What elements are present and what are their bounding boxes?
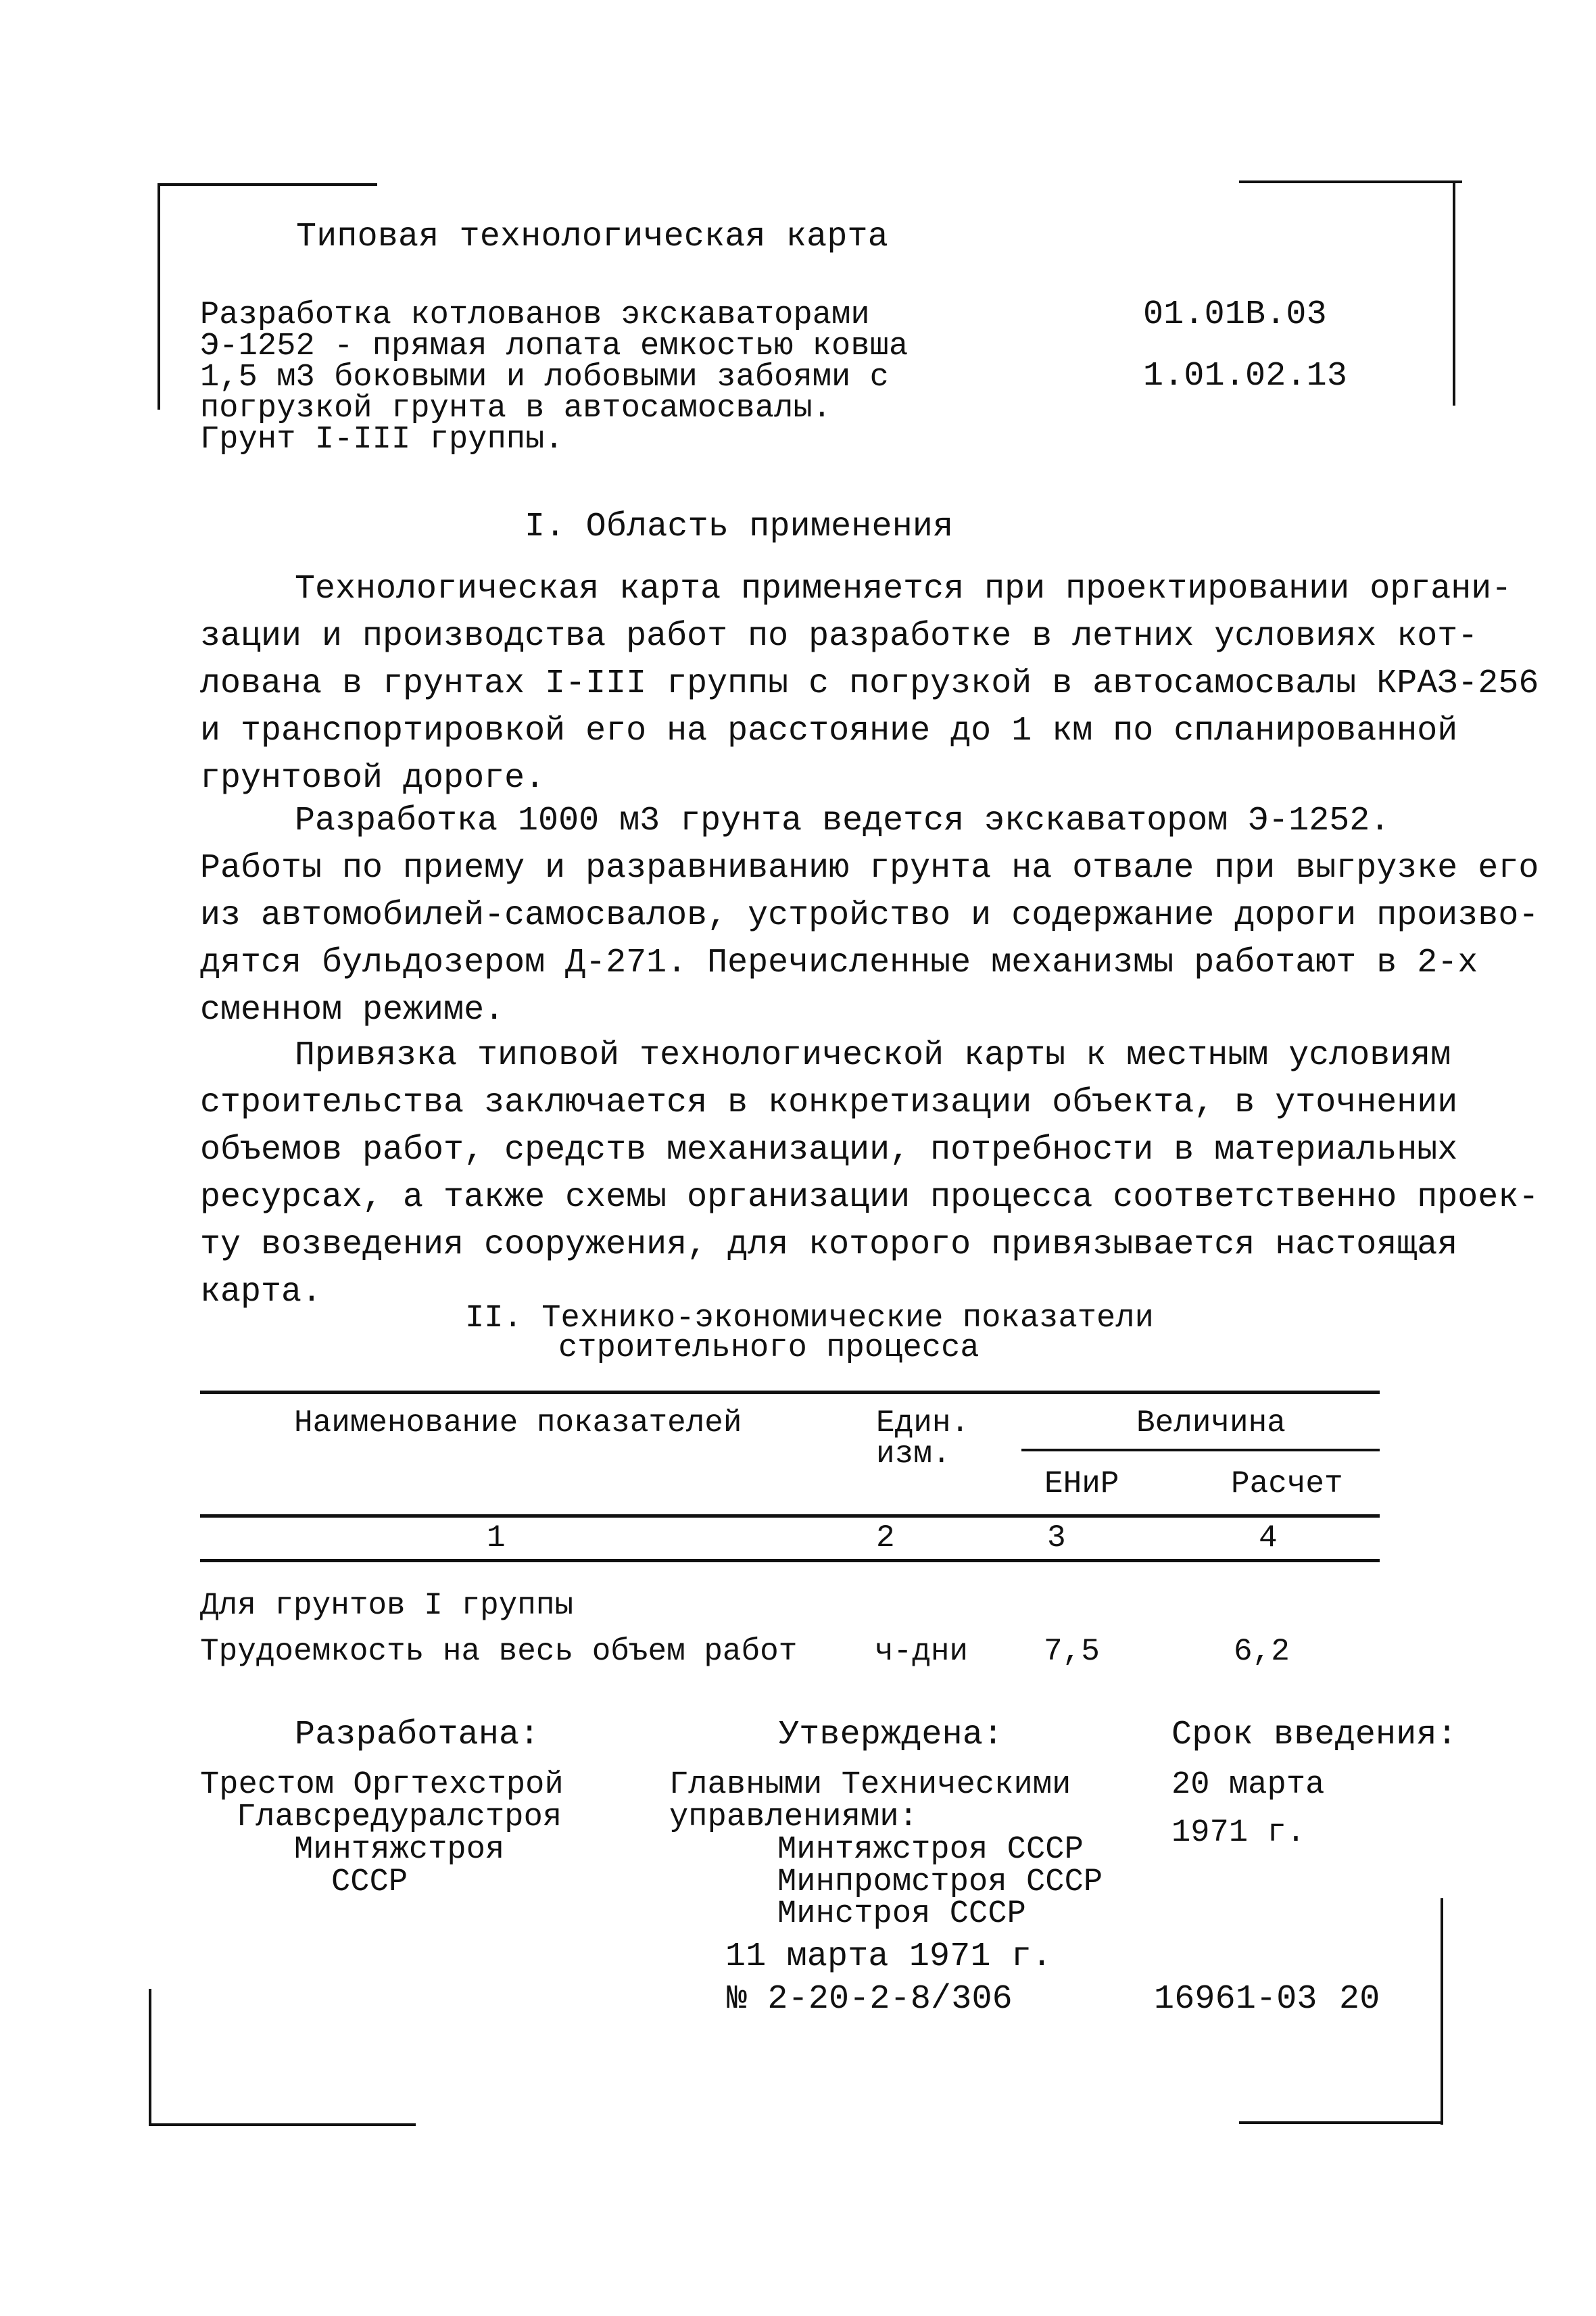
frame-bottom-left-vertical (149, 1989, 151, 2124)
paragraph-1-line-4: и транспортировкой его на расстояние до 1 км по спланированной (200, 712, 1458, 750)
frame-top-left-horizontal (158, 183, 377, 186)
table-row-name: Трудоемкость на весь объем работ (200, 1634, 798, 1669)
table-column-number-3: 3 (1047, 1520, 1066, 1555)
table-header-calc: Расчет (1231, 1466, 1343, 1501)
section-2-title-line-2: строительного процесса (558, 1330, 980, 1366)
footer-code: 16961-03 (1154, 1980, 1317, 2019)
table-value-subheader-rule (1021, 1449, 1380, 1451)
table-header-name: Наименование показателей (294, 1405, 742, 1441)
table-top-rule (200, 1391, 1380, 1394)
approved-line-1: Главными Техническими (669, 1767, 1071, 1803)
approved-line-4: Минпромстроя СССР (777, 1864, 1103, 1900)
paragraph-3-line-4: ресурсах, а также схемы организации процесса соответственно проек- (200, 1178, 1539, 1217)
header-line-4: погрузкой грунта в автосамосвалы. (200, 391, 832, 427)
frame-top-left-vertical (158, 183, 160, 410)
approved-date: 11 марта 1971 г. (725, 1937, 1053, 1976)
frame-bottom-right-vertical (1441, 1898, 1443, 2125)
approved-number: № 2-20-2-8/306 (727, 1980, 1013, 2019)
paragraph-3-line-3: объемов работ, средств механизации, потребности в материальных (200, 1131, 1458, 1169)
table-header-bottom-rule (200, 1514, 1380, 1518)
paragraph-3-line-1: Привязка типовой технологической карты к местным условиям (295, 1036, 1451, 1075)
developed-line-4: СССР (331, 1864, 408, 1900)
header-line-5: Грунт I-III группы. (200, 422, 564, 458)
frame-top-right-horizontal (1239, 180, 1462, 183)
table-header-enir: ЕНиР (1044, 1466, 1119, 1501)
paragraph-2-line-2: Работы по приему и разравниванию грунта на отвале при выгрузке его (200, 849, 1539, 888)
document-code-1: 01.01В.03 (1143, 295, 1327, 334)
paragraph-1-line-1: Технологическая карта применяется при проектировании органи- (295, 570, 1512, 608)
table-row-enir: 7,5 (1044, 1634, 1100, 1669)
paragraph-1-line-5: грунтовой дороге. (200, 759, 546, 798)
table-column-number-2: 2 (876, 1520, 895, 1555)
approved-line-3: Минтяжстроя СССР (777, 1832, 1084, 1868)
table-header-unit-line-2: изм. (876, 1437, 951, 1472)
table-row-unit: ч-дни (875, 1634, 969, 1669)
developed-title: Разработана: (295, 1716, 540, 1754)
paragraph-2-line-5: сменном режиме. (200, 991, 505, 1030)
header-line-3: 1,5 м3 боковыми и лобовыми забоями с (200, 360, 889, 395)
table-column-number-4: 4 (1259, 1520, 1278, 1555)
section-1-title: I. Область применения (525, 508, 954, 546)
developed-line-1: Трестом Оргтехстрой (200, 1767, 564, 1803)
frame-bottom-right-horizontal (1239, 2121, 1443, 2124)
paragraph-2-line-4: дятся бульдозером Д-271. Перечисленные механизмы работают в 2-х (200, 944, 1478, 982)
paragraph-3-line-2: строительства заключается в конкретизации объекта, в уточнении (200, 1084, 1458, 1122)
developed-line-2: Главсредуралстроя (237, 1800, 562, 1835)
frame-bottom-left-horizontal (149, 2123, 416, 2126)
table-number-row-rule (200, 1559, 1380, 1562)
effective-line-2: 1971 г. (1171, 1815, 1306, 1851)
developed-line-3: Минтяжстроя (294, 1832, 505, 1868)
effective-title: Срок введения: (1171, 1716, 1457, 1754)
approved-line-5: Минстроя СССР (777, 1896, 1026, 1932)
paragraph-2-line-3: из автомобилей-самосвалов, устройство и содержание дороги произво- (200, 896, 1539, 935)
approved-line-2: управлениями: (669, 1800, 918, 1835)
page-number: 20 (1339, 1980, 1380, 2019)
paragraph-1-line-2: зации и производства работ по разработке в летних условиях кот- (200, 617, 1478, 656)
paragraph-3-line-5: ту возведения сооружения, для которого привязывается настоящая (200, 1226, 1458, 1264)
table-column-number-1: 1 (487, 1520, 506, 1555)
document-code-2: 1.01.02.13 (1143, 357, 1348, 395)
table-header-value: Величина (1136, 1405, 1286, 1441)
frame-top-right-vertical (1453, 180, 1455, 406)
header-line-2: Э-1252 - прямая лопата емкостью ковша (200, 329, 909, 364)
table-group-label: Для грунтов I группы (200, 1588, 574, 1623)
paragraph-3-line-6: карта. (200, 1273, 322, 1311)
approved-title: Утверждена: (779, 1716, 1004, 1754)
paragraph-1-line-3: лована в грунтах I-III группы с погрузкой в автосамосвалы КРАЗ-256 (200, 665, 1539, 703)
header-line-1: Разработка котлованов экскаваторами (200, 297, 870, 333)
paragraph-2-line-1: Разработка 1000 м3 грунта ведется экскаватором Э-1252. (295, 802, 1391, 840)
section-2-title-line-1: II. Технико-экономические показатели (465, 1301, 1154, 1336)
table-row-calc: 6,2 (1234, 1634, 1290, 1669)
table-header-unit-line-1: Един. (876, 1405, 970, 1441)
effective-line-1: 20 марта (1171, 1767, 1325, 1803)
document-title: Типовая технологическая карта (296, 218, 888, 256)
